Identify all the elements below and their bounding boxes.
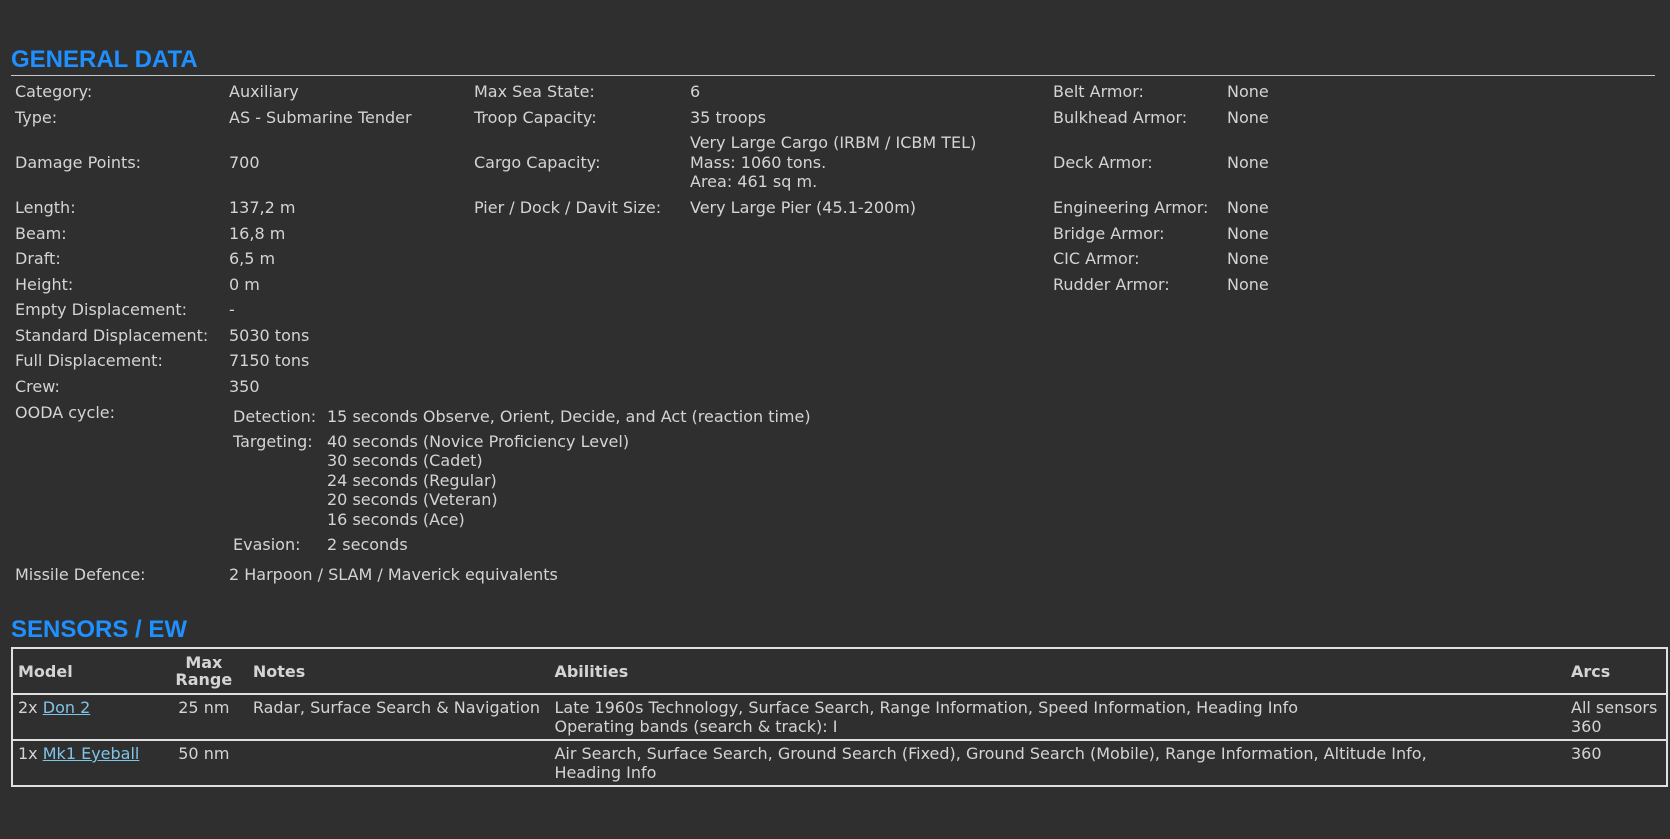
sensor-abilities-line: Air Search, Surface Search, Ground Search (Fixed), Ground Search (Mobile), Range Information, Altitude Info, [554, 744, 1427, 763]
pier-dock-value: Very Large Pier (45.1-200m) [690, 198, 917, 217]
category-value: Auxiliary [229, 82, 299, 101]
sensor-abilities [549, 694, 1566, 740]
bulkhead-armor-label: Bulkhead Armor: [1053, 108, 1188, 127]
ooda-evasion-value: 2 seconds [327, 535, 408, 554]
length-value: 137,2 m [229, 198, 296, 217]
full-displacement-label: Full Displacement: [15, 351, 163, 370]
general-data-divider [11, 75, 1655, 76]
max-sea-state-label: Max Sea State: [474, 82, 595, 101]
crew-value: 350 [229, 377, 260, 396]
sensor-notes: Radar, Surface Search & Navigation [248, 694, 550, 740]
missile-defence-label: Missile Defence: [15, 565, 146, 584]
col-abilities: Abilities [549, 648, 1566, 694]
standard-displacement-label: Standard Displacement: [15, 326, 209, 345]
deck-armor-value: None [1227, 153, 1269, 172]
sensors-heading: SENSORS / EW [11, 616, 188, 643]
ooda-targeting-value-5: 16 seconds (Ace) [327, 510, 465, 529]
length-label: Length: [15, 198, 76, 217]
col-model: Model [12, 648, 160, 694]
damage-points-value: 700 [229, 153, 260, 172]
col-notes: Notes [248, 648, 550, 694]
col-max-range [160, 648, 248, 694]
engineering-armor-label: Engineering Armor: [1053, 198, 1209, 217]
height-value: 0 m [229, 275, 260, 294]
ooda-detection-value: 15 seconds Observe, Orient, Decide, and Act (reaction time) [327, 407, 811, 426]
sensors-header-row [12, 648, 1667, 694]
sensors-table [11, 647, 1668, 787]
bulkhead-armor-value: None [1227, 108, 1269, 127]
sensor-abilities-line: Late 1960s Technology, Surface Search, Range Information, Speed Information, Heading Info [554, 698, 1299, 717]
empty-displacement-value: - [229, 300, 235, 319]
cargo-capacity-line-2: Mass: 1060 tons. [690, 153, 827, 172]
ooda-targeting-value-1: 40 seconds (Novice Proficiency Level) [327, 432, 630, 451]
bridge-armor-value: None [1227, 224, 1269, 243]
ooda-targeting-value-3: 24 seconds (Regular) [327, 471, 497, 490]
missile-defence-value: 2 Harpoon / SLAM / Maverick equivalents [229, 565, 558, 584]
ooda-label: OODA cycle: [15, 403, 115, 422]
col-arcs: Arcs [1566, 648, 1667, 694]
belt-armor-label: Belt Armor: [1053, 82, 1144, 101]
damage-points-label: Damage Points: [15, 153, 142, 172]
pier-dock-label: Pier / Dock / Davit Size: [474, 198, 662, 217]
sensor-qty: 2x [18, 698, 38, 717]
rudder-armor-label: Rudder Armor: [1053, 275, 1170, 294]
sensor-abilities-line: Operating bands (search & track): I [554, 717, 838, 736]
beam-value: 16,8 m [229, 224, 286, 243]
beam-label: Beam: [15, 224, 67, 243]
sensor-abilities-line: Heading Info [554, 763, 657, 782]
deck-armor-label: Deck Armor: [1053, 153, 1153, 172]
cic-armor-value: None [1227, 249, 1269, 268]
belt-armor-value: None [1227, 82, 1269, 101]
col-max-range-bottom: Range [175, 670, 233, 689]
ooda-targeting-value-4: 20 seconds (Veteran) [327, 490, 498, 509]
standard-displacement-value: 5030 tons [229, 326, 310, 345]
cic-armor-label: CIC Armor: [1053, 249, 1140, 268]
engineering-armor-value: None [1227, 198, 1269, 217]
height-label: Height: [15, 275, 74, 294]
cargo-capacity-line-3: Area: 461 sq m. [690, 172, 818, 191]
bridge-armor-label: Bridge Armor: [1053, 224, 1165, 243]
empty-displacement-label: Empty Displacement: [15, 300, 188, 319]
sensor-arcs: All sensors 360 [1566, 694, 1667, 740]
troop-capacity-value: 35 troops [690, 108, 767, 127]
general-data-heading: GENERAL DATA [11, 46, 198, 73]
type-label: Type: [15, 108, 58, 127]
sensor-link-mk1-eyeball[interactable]: Mk1 Eyeball [42, 744, 140, 763]
type-value: AS - Submarine Tender [229, 108, 412, 127]
draft-label: Draft: [15, 249, 61, 268]
sensor-qty: 1x [18, 744, 38, 763]
table-row [12, 740, 1667, 786]
crew-label: Crew: [15, 377, 60, 396]
category-label: Category: [15, 82, 93, 101]
ooda-evasion-label: Evasion: [233, 535, 301, 554]
sensor-range: 50 nm [160, 740, 248, 786]
sensor-notes [248, 740, 550, 786]
sensor-arcs: 360 [1566, 740, 1667, 786]
sensor-model [12, 694, 160, 740]
sensor-range: 25 nm [160, 694, 248, 740]
max-sea-state-value: 6 [690, 82, 701, 101]
ooda-detection-label: Detection: [233, 407, 317, 426]
rudder-armor-value: None [1227, 275, 1269, 294]
troop-capacity-label: Troop Capacity: [474, 108, 597, 127]
sensor-abilities [549, 740, 1566, 786]
cargo-capacity-line-1: Very Large Cargo (IRBM / ICBM TEL) [690, 133, 977, 152]
col-max-range-top: Max [185, 653, 223, 672]
ooda-targeting-label: Targeting: [233, 432, 313, 451]
sensor-model [12, 740, 160, 786]
ooda-targeting-value-2: 30 seconds (Cadet) [327, 451, 483, 470]
table-row [12, 694, 1667, 740]
full-displacement-value: 7150 tons [229, 351, 310, 370]
sensor-link-don-2[interactable]: Don 2 [42, 698, 91, 717]
cargo-capacity-label: Cargo Capacity: [474, 153, 601, 172]
draft-value: 6,5 m [229, 249, 276, 268]
